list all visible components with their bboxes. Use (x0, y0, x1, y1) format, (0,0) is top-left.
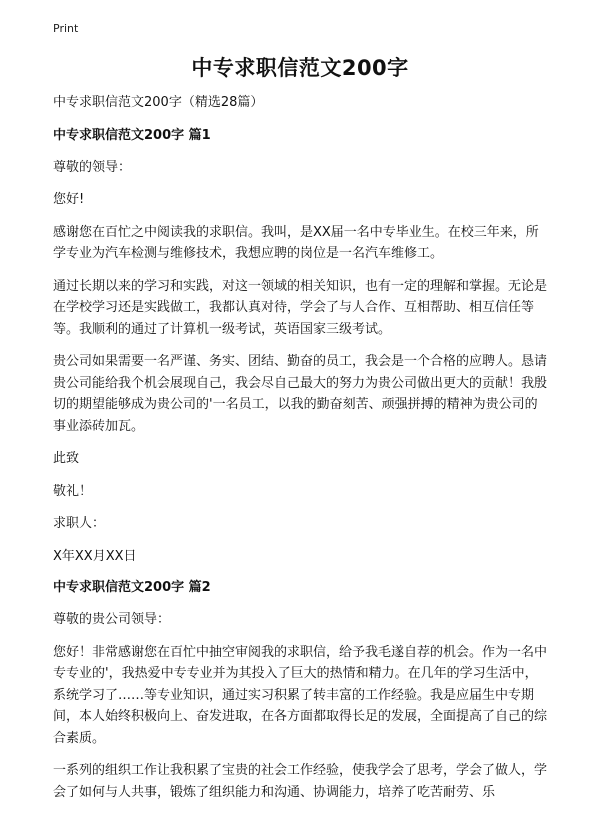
document-title: 中专求职信范文200字 (191, 56, 409, 80)
body-paragraph: 一系列的组织工作让我积累了宝贵的社会工作经验，使我学会了思考，学会了做人，学会了如何与人共事，锻炼了组织能力和沟通、协调能力，培养了吃苦耐劳、乐 (53, 763, 548, 800)
body-paragraph: 贵公司如果需要一名严谨、务实、团结、勤奋的员工，我会是一个合格的应聘人。恳请贵公司能给我个机会展现自己，我会尽自己最大的努力为贵公司做出更大的贡献！我殷切的期望能够成为贵公司的'一名员工，以我的勤奋刻苦、顽强拼搏的精神为贵公司的事业添砖加瓦。 (53, 354, 548, 434)
body-paragraph: 您好！非常感谢您在百忙中抽空审阅我的求职信，给予我毛遂自荐的机会。作为一名中专专业的'，我热爱中专专业并为其投入了巨大的热情和精力。在几年的学习生活中，系统学习了……等专业知识，通过实习积累了转丰富的工作经验。我是应届生中专期间，本人始终积极向上、奋发进取，在各方面都取得长足的发展，全面提高了自己的综合素质。 (53, 644, 548, 746)
body-paragraph: 通过长期以来的学习和实践，对这一领域的相关知识，也有一定的理解和掌握。无论是在学校学习还是实践做工，我都认真对待，学会了与人合作、互相帮助、相互信任等等。我顺利的通过了计算机一级考试，英语国家三级考试。 (53, 278, 548, 337)
letter-1 (53, 126, 550, 568)
closing-salute: 敬礼！ (53, 483, 93, 499)
signature-label: 求职人： (53, 516, 106, 531)
salutation: 尊敬的领导： (53, 159, 132, 175)
letter-heading: 中专求职信范文200字 篇2 (53, 580, 211, 595)
date-line: X年XX月XX日 (53, 548, 137, 564)
letter-2 (53, 578, 550, 803)
closing: 此致 (53, 451, 80, 466)
document-body (53, 92, 550, 814)
body-paragraph: 感谢您在百忙之中阅读我的求职信。我叫，是XX届一名中专毕业生。在校三年来，所学专业为汽车检测与维修技术，我想应聘的岗位是一名汽车维修工。 (53, 224, 539, 261)
print-label[interactable]: Print (53, 22, 79, 35)
greeting: 您好! (53, 192, 85, 207)
letter-heading: 中专求职信范文200字 篇1 (53, 127, 211, 143)
salutation: 尊敬的贵公司领导： (53, 612, 171, 627)
document-subtitle: 中专求职信范文200字（精选28篇） (53, 95, 264, 110)
